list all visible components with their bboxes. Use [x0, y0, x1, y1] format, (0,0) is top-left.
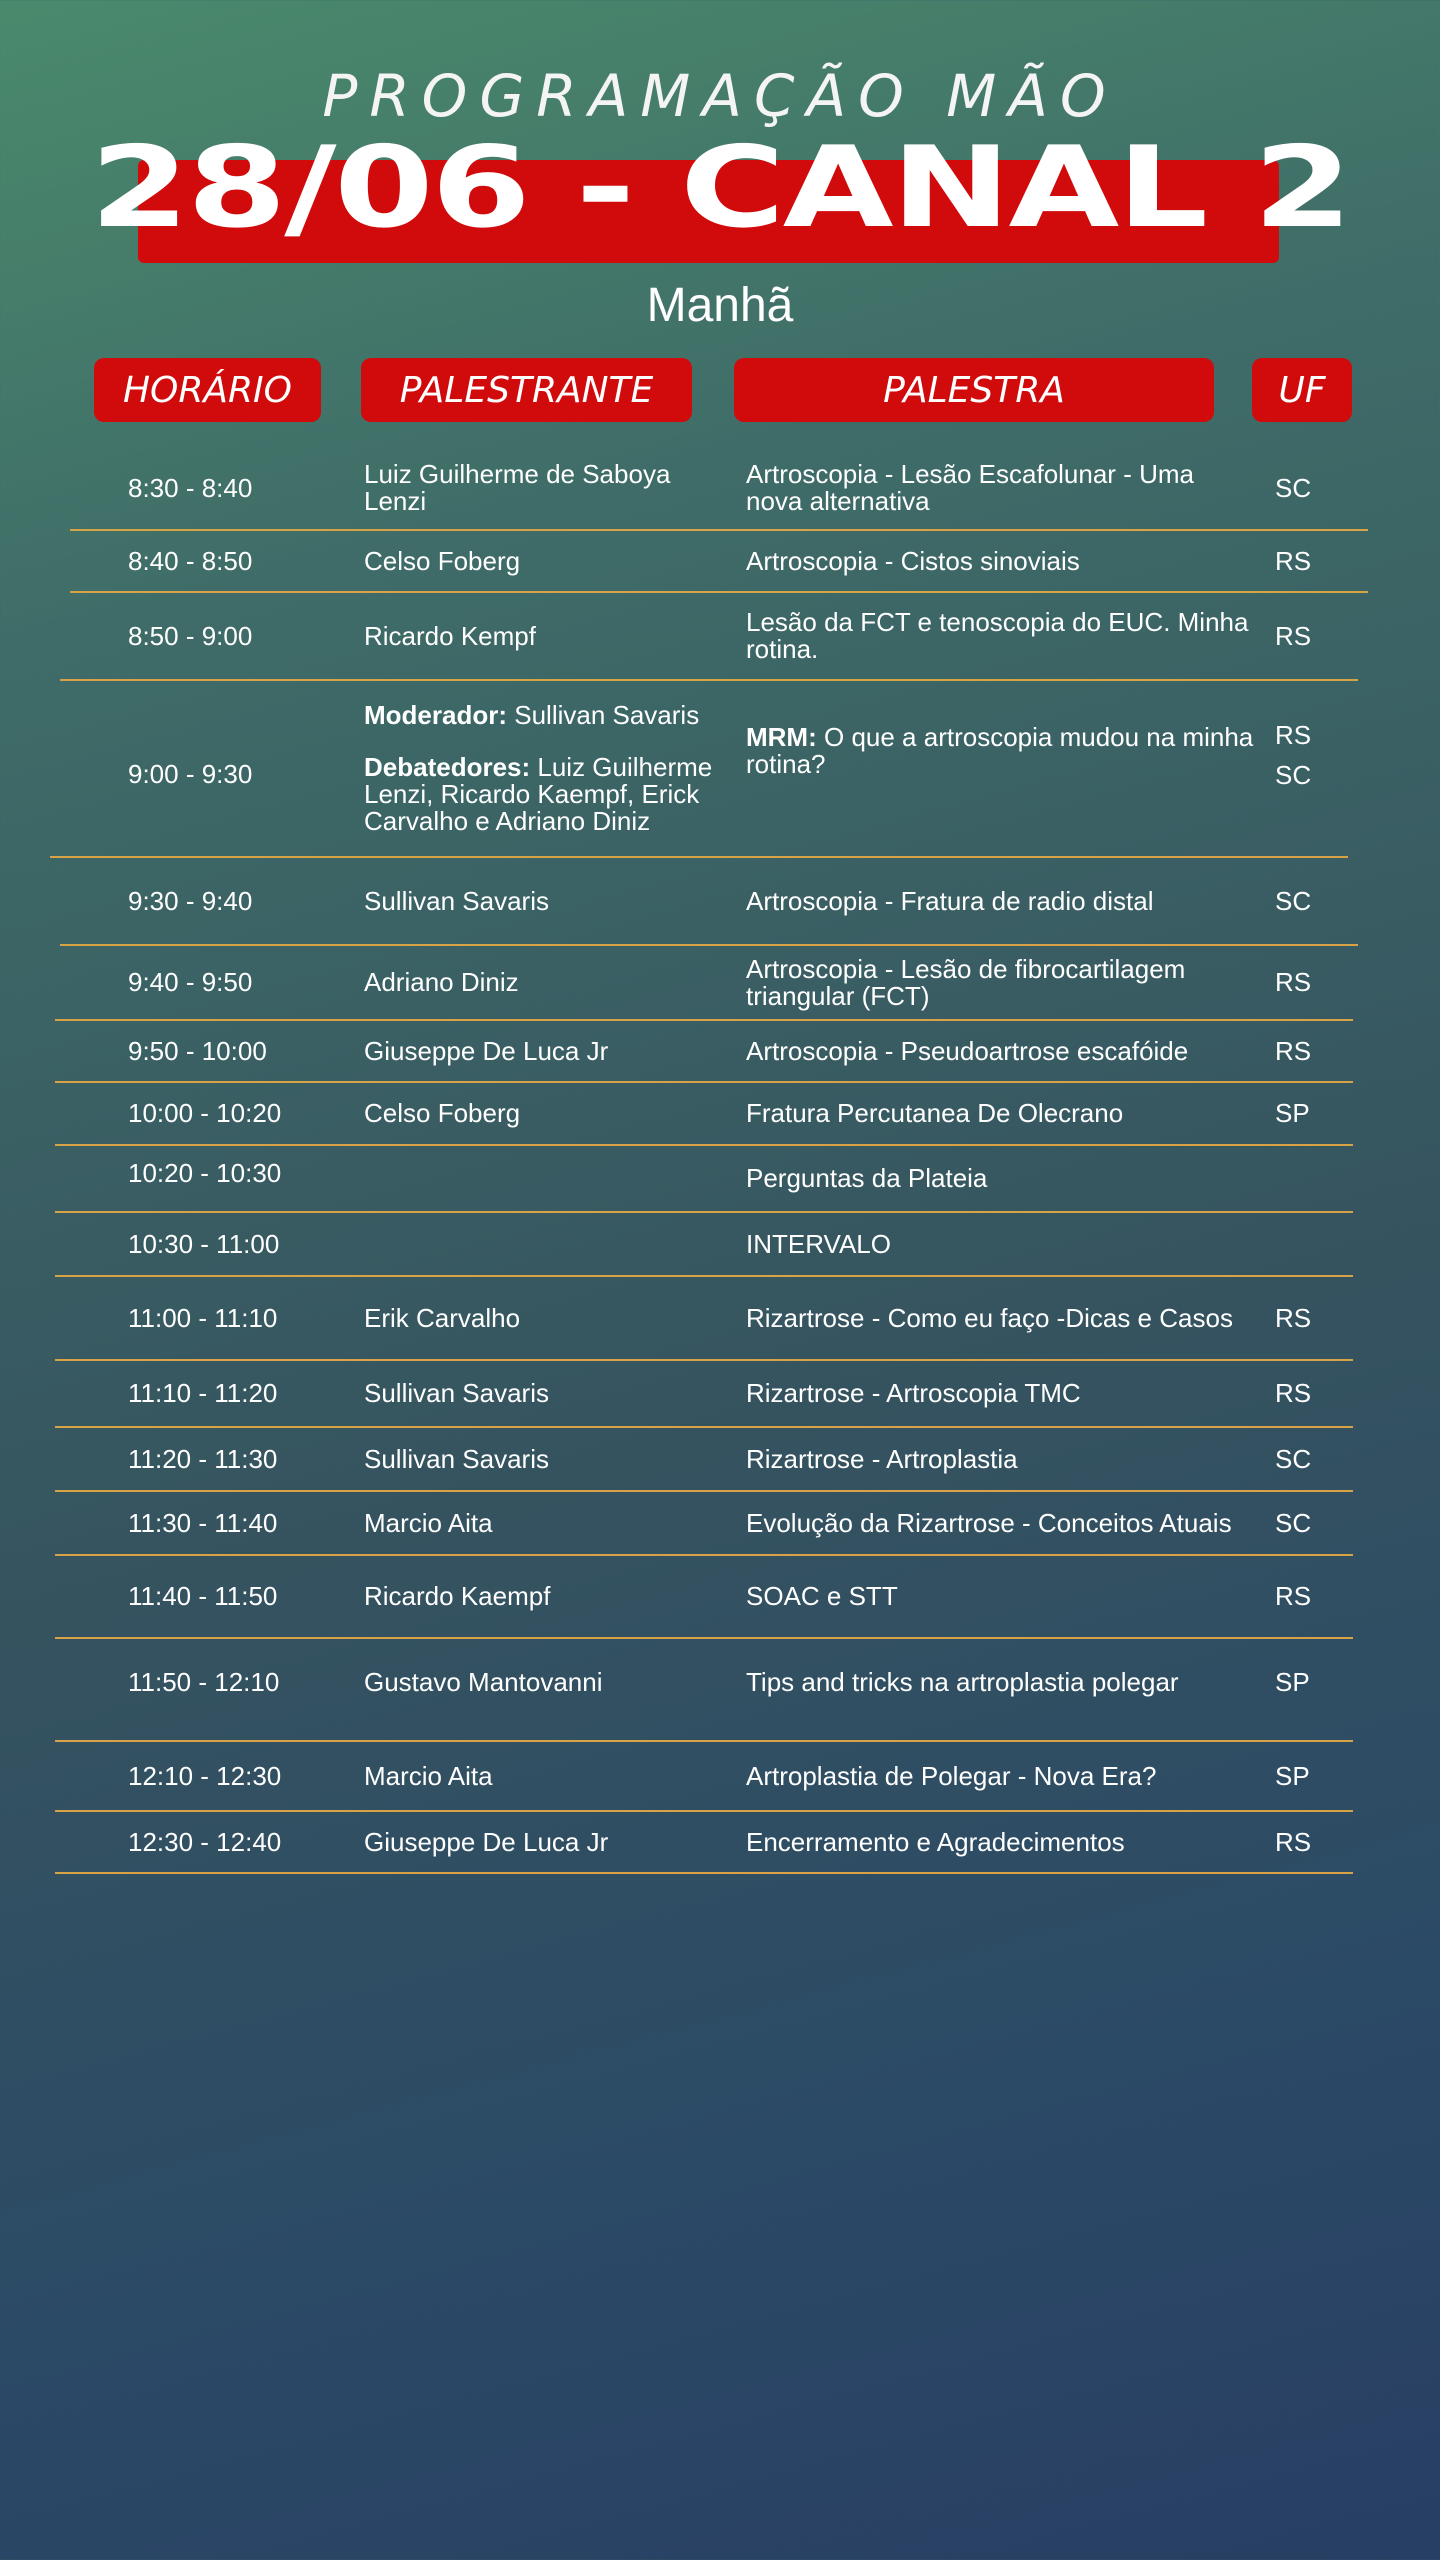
table-row: [0, 1428, 1440, 1490]
row-speaker: Celso Foberg: [364, 545, 521, 576]
row-talk: Rizartrose - Artroscopia TMC: [746, 1378, 1081, 1408]
row-time: 11:40 - 11:50: [128, 1581, 278, 1611]
row-time: 9:50 - 10:00: [128, 1035, 267, 1066]
moderator-label: Moderador:: [364, 700, 507, 730]
table-row: [0, 1361, 1440, 1426]
table-row: [0, 1639, 1440, 1740]
table-row: [0, 1021, 1440, 1081]
debaters-label: Debatedores:: [364, 752, 531, 782]
uf-value: RS: [1275, 720, 1312, 750]
debaters-line: [364, 754, 734, 835]
row-talk: [746, 681, 1256, 856]
row-speaker: [364, 1213, 734, 1275]
row-time: 11:10 - 11:20: [128, 1378, 278, 1408]
row-time: 9:30 - 9:40: [128, 885, 253, 916]
row-time: 11:50 - 12:10: [128, 1667, 280, 1697]
moderator-name: Sullivan Savaris: [514, 700, 700, 730]
row-uf: RS: [1275, 1826, 1312, 1857]
row-talk: Artroscopia - Lesão Escafolunar - Uma nova alternativa: [746, 459, 1194, 516]
row-time: 10:00 - 10:20: [128, 1098, 282, 1128]
debaters-names: Luiz Guilherme Lenzi, Ricardo Kaempf, Erick Carvalho e Adriano Diniz: [364, 752, 713, 836]
row-time: 11:00 - 11:10: [128, 1302, 278, 1333]
row-talk: Encerramento e Agradecimentos: [746, 1826, 1125, 1857]
table-row: [0, 1812, 1440, 1872]
row-speaker: [364, 1146, 734, 1211]
row-talk: Lesão da FCT e tenoscopia do EUC. Minha rotina.: [746, 607, 1249, 664]
row-speaker: Sullivan Savaris: [364, 1378, 549, 1408]
row-talk: Rizartrose - Artroplastia: [746, 1443, 1018, 1474]
table-row: [0, 446, 1440, 530]
row-speaker: Giuseppe De Luca Jr: [364, 1035, 609, 1066]
table-row: [0, 1742, 1440, 1810]
row-speaker: Ricardo Kaempf: [364, 1581, 551, 1611]
row-speaker: Luiz Guilherme de Saboya Lenzi: [364, 459, 671, 516]
row-uf: SC: [1275, 1443, 1312, 1474]
row-talk: SOAC e STT: [746, 1581, 898, 1611]
row-time: 10:20 - 10:30: [128, 1158, 282, 1188]
table-row: [0, 1492, 1440, 1554]
row-uf: SC: [1275, 885, 1312, 916]
row-uf: RS: [1275, 1035, 1312, 1066]
row-time: 9:00 - 9:30: [128, 759, 253, 789]
row-uf: SC: [1275, 1507, 1312, 1538]
row-talk: Artroscopia - Pseudoartrose escafóide: [746, 1035, 1189, 1066]
row-uf: RS: [1275, 967, 1312, 997]
uf-value: SC: [1275, 760, 1312, 790]
event-title: PROGRAMAÇÃO MÃO: [322, 62, 1118, 130]
table-row: [0, 593, 1440, 679]
row-talk: INTERVALO: [746, 1228, 891, 1259]
row-uf: SC: [1275, 472, 1312, 503]
row-talk: Perguntas da Plateia: [746, 1163, 988, 1193]
row-speaker-panel: [364, 681, 734, 856]
row-speaker: Marcio Aita: [364, 1760, 493, 1791]
row-uf: SP: [1275, 1760, 1310, 1791]
row-talk: Artroscopia - Fratura de radio distal: [746, 885, 1154, 916]
row-time: 8:30 - 8:40: [128, 472, 253, 503]
table-row: [0, 1146, 1440, 1211]
talk-title: O que a artroscopia mudou na minha rotina?: [746, 722, 1254, 779]
row-time: 8:40 - 8:50: [128, 545, 253, 576]
row-time: 12:30 - 12:40: [128, 1826, 282, 1857]
row-talk: Artroscopia - Cistos sinoviais: [746, 545, 1080, 576]
row-talk: Tips and tricks na artroplastia polegar: [746, 1667, 1179, 1697]
row-speaker: Erik Carvalho: [364, 1302, 521, 1333]
row-uf: [1275, 681, 1335, 856]
row-divider: [55, 1872, 1353, 1874]
row-time: 11:30 - 11:40: [128, 1507, 278, 1538]
period-label: Manhã: [646, 279, 794, 332]
row-uf: SP: [1275, 1098, 1310, 1128]
row-talk: Rizartrose - Como eu faço -Dicas e Casos: [746, 1302, 1233, 1333]
column-header-uf: UF: [1252, 358, 1352, 422]
table-row: [0, 1556, 1440, 1637]
row-uf: RS: [1275, 1581, 1312, 1611]
row-talk: Evolução da Rizartrose - Conceitos Atuais: [746, 1507, 1232, 1538]
row-speaker: Sullivan Savaris: [364, 1443, 549, 1474]
row-uf: RS: [1275, 1378, 1312, 1408]
row-uf: [1275, 1146, 1335, 1211]
row-time: 10:30 - 11:00: [128, 1228, 280, 1259]
row-time: 11:20 - 11:30: [128, 1443, 278, 1474]
row-uf: SP: [1275, 1667, 1310, 1697]
talk-label: MRM:: [746, 722, 817, 752]
moderator-line: [364, 702, 734, 729]
row-talk: Artroplastia de Polegar - Nova Era?: [746, 1760, 1157, 1791]
row-speaker: Ricardo Kempf: [364, 620, 536, 651]
column-header-speaker: PALESTRANTE: [361, 358, 692, 422]
row-speaker: Sullivan Savaris: [364, 885, 549, 916]
row-uf: RS: [1275, 1302, 1312, 1333]
table-row-debate: [0, 681, 1440, 856]
column-header-talk: PALESTRA: [734, 358, 1214, 422]
column-header-time: HORÁRIO: [94, 358, 321, 422]
table-row: [0, 858, 1440, 944]
date-channel-title: 28/06 - CANAL 2: [89, 123, 1351, 253]
table-row: [0, 946, 1440, 1019]
row-speaker: Adriano Diniz: [364, 967, 519, 997]
row-speaker: Marcio Aita: [364, 1507, 493, 1538]
row-speaker: Giuseppe De Luca Jr: [364, 1826, 609, 1857]
row-time: 8:50 - 9:00: [128, 620, 253, 651]
row-speaker: Celso Foberg: [364, 1098, 521, 1128]
table-row: [0, 1277, 1440, 1359]
row-speaker: Gustavo Mantovanni: [364, 1667, 603, 1697]
row-time: 12:10 - 12:30: [128, 1760, 282, 1791]
row-talk: Artroscopia - Lesão de fibrocartilagem triangular (FCT): [746, 953, 1186, 1011]
row-talk: Fratura Percutanea De Olecrano: [746, 1098, 1124, 1128]
row-uf: [1275, 1213, 1335, 1275]
row-uf: RS: [1275, 545, 1312, 576]
row-time: 9:40 - 9:50: [128, 967, 253, 997]
row-uf: RS: [1275, 620, 1312, 651]
table-row: [0, 531, 1440, 591]
table-row: [0, 1083, 1440, 1144]
table-row: [0, 1213, 1440, 1275]
